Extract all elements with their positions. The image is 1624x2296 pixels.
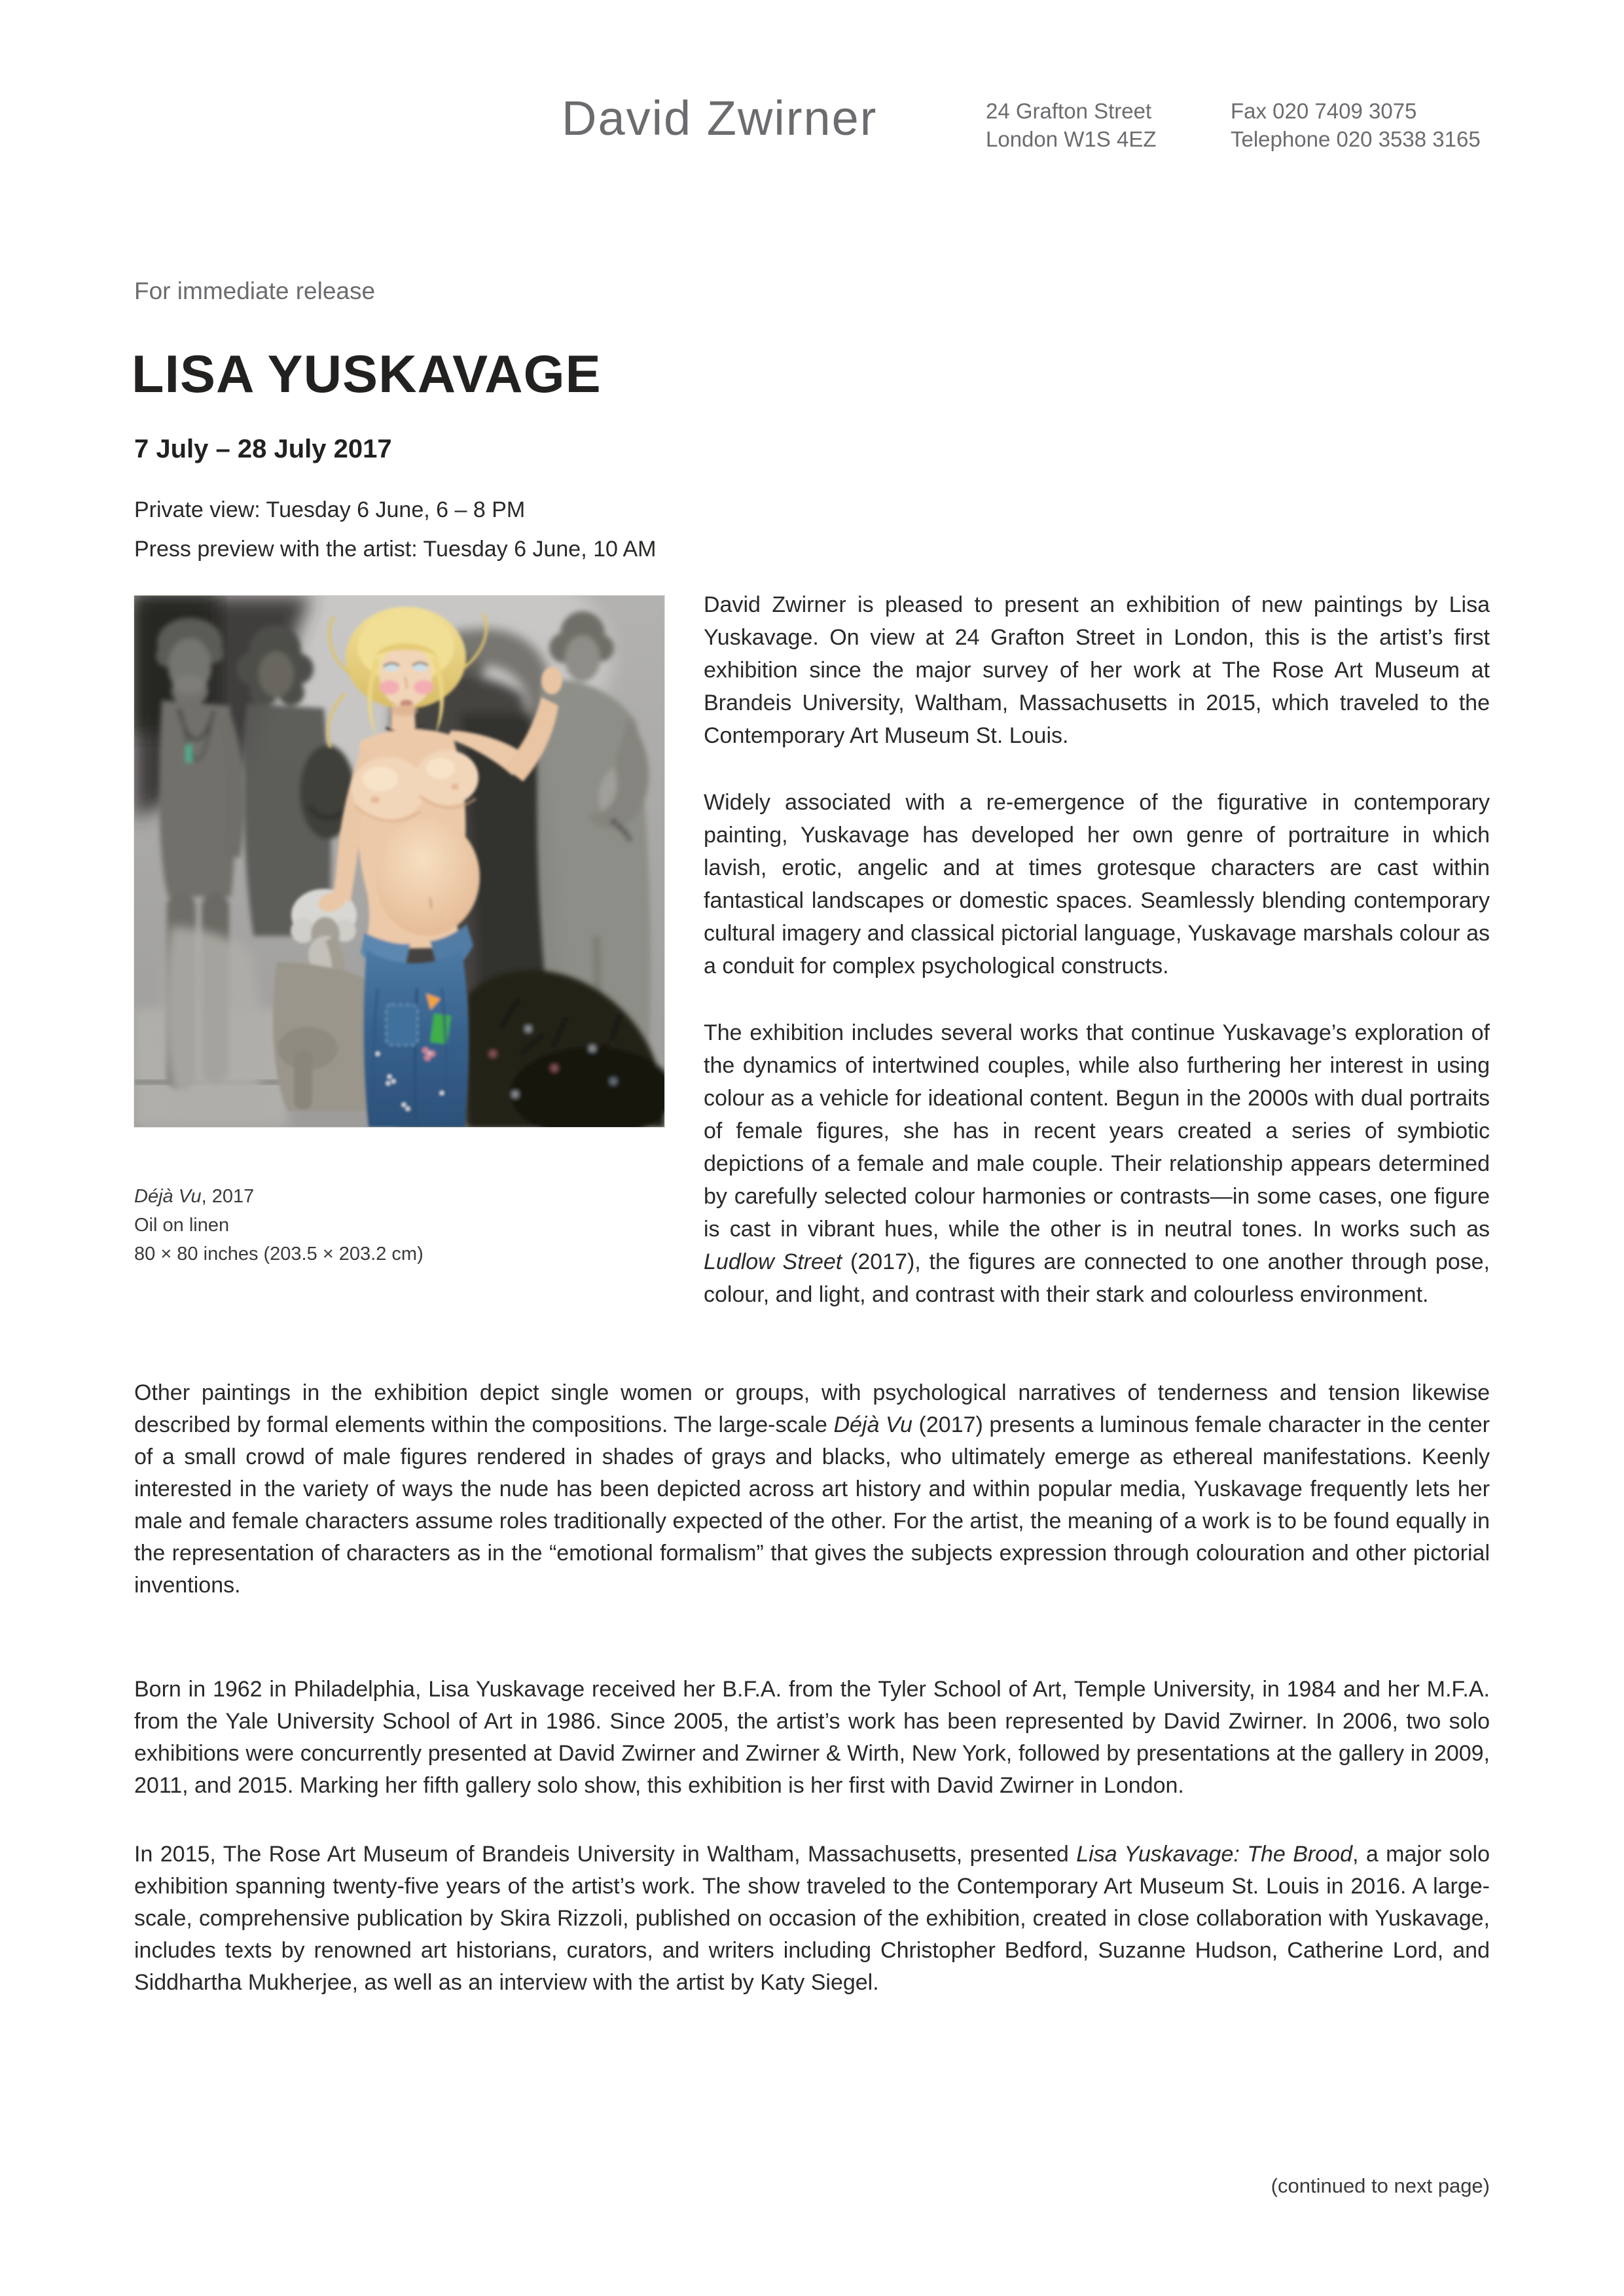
continued-note: (continued to next page) (1271, 2174, 1490, 2197)
artist-title: LISA YUSKAVAGE (132, 345, 602, 404)
address-line-2: London W1S 4EZ (986, 127, 1157, 151)
private-view-line: Private view: Tuesday 6 June, 6 – 8 PM (134, 497, 526, 522)
press-preview-line: Press preview with the artist: Tuesday 6 June, 10 AM (134, 537, 657, 562)
paragraph-1: David Zwirner is pleased to present an exhibition of new paintings by Lisa Yuskavage. On view at 24 Grafton Street in London, this is the artist’s first exhibition since the major survey of her work at The Rose Art Museum at Brandeis University, Waltham, Massachusetts in 2015, which traveled to the Contemporary Art Museum St. Louis. (704, 592, 1490, 748)
artwork-dimensions: 80 × 80 inches (203.5 × 203.2 cm) (134, 1244, 424, 1265)
release-label: For immediate release (134, 278, 376, 304)
deja-vu-painting-image (134, 596, 664, 1127)
paragraph-2: Widely associated with a re-emergence of the figurative in contemporary painting, Yuskavage has developed her own genre of portraiture in which lavish, erotic, angelic and at times grotesque characters are cast within fantastical landscapes or domestic spaces. Seamlessly blending contemporary cultural imagery and classical pictorial language, Yuskavage marshals colour as a conduit for complex psychological constructs. (704, 790, 1490, 978)
contact-fax: Fax 020 7409 3075 (1231, 99, 1417, 123)
artwork-title: Déjà Vu (134, 1186, 202, 1207)
caption-title-line (134, 1182, 424, 1211)
address-line-1: 24 Grafton Street (986, 99, 1152, 123)
artwork-caption (134, 1182, 424, 1268)
intro-paragraphs (704, 588, 1490, 1345)
contact-telephone: Telephone 020 3538 3165 (1231, 127, 1481, 151)
body-paragraphs (134, 1377, 1490, 1999)
artwork-medium: Oil on linen (134, 1215, 230, 1236)
paragraph-3: The exhibition includes several works that continue Yuskavage’s exploration of the dynamics of intertwined couples, while also furthering her interest in using colour as a vehicle for ideational content. Begun in the 2000s with dual portraits of female figures, she has in recent years created a series of symbiotic depictions of a female and male couple. Their relationship appears determined by carefully selected colour harmonies or contrasts—in some cases, one figure is cast in vibrant hues, while the other is in neutral tones. In works such as Ludlow Street (2017), the figures are connected to one another through pose, colour, and light, and contrast with their stark and colourless environment. (704, 1020, 1490, 1307)
exhibition-dates: 7 July – 28 July 2017 (134, 435, 392, 463)
gallery-logo: David Zwirner (562, 91, 878, 145)
gallery-address (986, 97, 1157, 153)
artwork-figure (134, 596, 664, 1127)
paragraph-4: Other paintings in the exhibition depict single women or groups, with psychological narratives of tenderness and tension likewise described by formal elements within the compositions. The large-scale Déjà Vu (2017) presents a luminous female character in the center of a small crowd of male figures rendered in shades of grays and blacks, who ultimately emerge as ethereal manifestations. Keenly interested in the variety of ways the nude has been depicted across art history and within popular media, Yuskavage frequently lets her male and female characters assume roles traditionally expected of the other. For the artist, the meaning of a work is to be found equally in the representation of characters as in the “emotional formalism” that gives the subjects expression through colouration and other pictorial inventions. (134, 1380, 1490, 1598)
paragraph-6: In 2015, The Rose Art Museum of Brandeis University in Waltham, Massachusetts, presented Lisa Yuskavage: The Brood, a major solo exhibition spanning twenty-five years of the artist’s work. The show traveled to the Contemporary Art Museum St. Louis in 2016. A large-scale, comprehensive publication by Skira Rizzoli, published on occasion of the exhibition, created in close collaboration with Yuskavage, includes texts by renowned art historians, curators, and writers including Christopher Bedford, Suzanne Hudson, Catherine Lord, and Siddhartha Mukherjee, as well as an interview with the artist by Katy Siegel. (134, 1842, 1490, 1995)
gallery-contact (1231, 97, 1481, 153)
paragraph-5: Born in 1962 in Philadelphia, Lisa Yuskavage received her B.F.A. from the Tyler School of Art, Temple University, in 1984 and her M.F.A. from the Yale University School of Art in 1986. Since 2005, the artist’s work has been represented by David Zwirner. In 2006, two solo exhibitions were concurrently presented at David Zwirner and Zwirner & Wirth, New York, followed by presentations at the gallery in 2009, 2011, and 2015. Marking her fifth gallery solo show, this exhibition is her first with David Zwirner in London. (134, 1677, 1490, 1798)
artwork-year: , 2017 (201, 1186, 255, 1207)
